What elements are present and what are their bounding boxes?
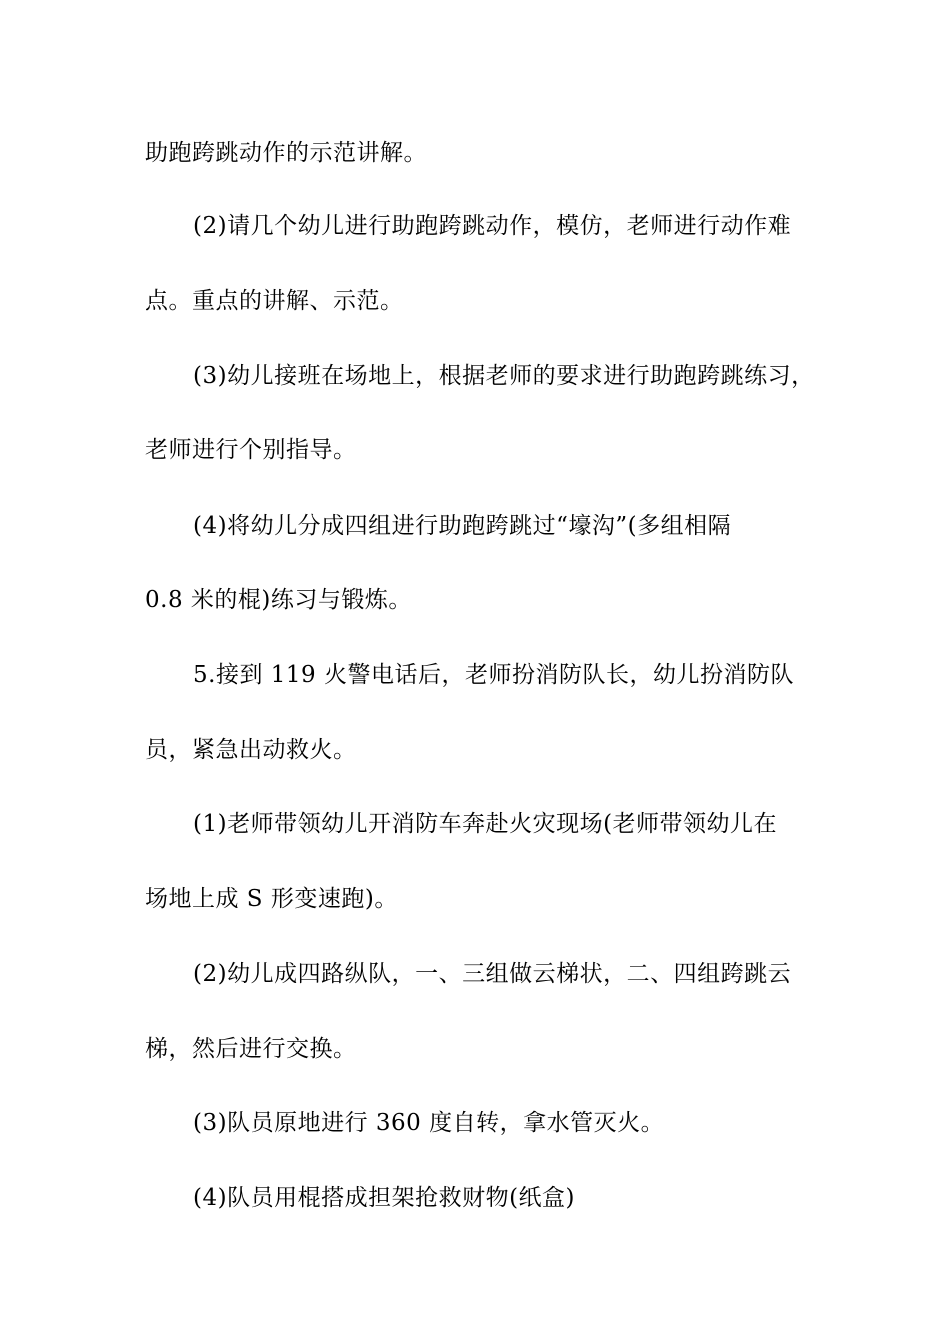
text-line: (3)队员原地进行 360 度自转，拿水管灭火。 bbox=[193, 1110, 665, 1136]
text-line: (1)老师带领幼儿开消防车奔赴火灾现场(老师带领幼儿在 bbox=[193, 811, 778, 837]
text-line: (2)幼儿成四路纵队，一、三组做云梯状，二、四组跨跳云 bbox=[193, 961, 792, 987]
text-line: 梯，然后进行交换。 bbox=[145, 1036, 357, 1062]
text-line: 场地上成 S 形变速跑)。 bbox=[145, 886, 398, 912]
text-line: 老师进行个别指导。 bbox=[145, 437, 357, 463]
text-line: (2)请几个幼儿进行助跑跨跳动作，模仿，老师进行动作难 bbox=[193, 213, 792, 239]
text-line: 助跑跨跳动作的示范讲解。 bbox=[145, 140, 427, 166]
text-line: (3)幼儿接班在场地上，根据老师的要求进行助跑跨跳练习， bbox=[193, 363, 815, 389]
text-line: 点。重点的讲解、示范。 bbox=[145, 288, 404, 314]
text-line: 5.接到 119 火警电话后，老师扮消防队长，幼儿扮消防队 bbox=[193, 662, 794, 688]
text-line: (4)队员用棍搭成担架抢救财物(纸盒) bbox=[193, 1185, 576, 1211]
text-line: 0.8 米的棍)练习与锻炼。 bbox=[145, 587, 412, 613]
text-line: 员，紧急出动救火。 bbox=[145, 737, 357, 763]
text-line: (4)将幼儿分成四组进行助跑跨跳过“壕沟”(多组相隔 bbox=[193, 513, 732, 539]
